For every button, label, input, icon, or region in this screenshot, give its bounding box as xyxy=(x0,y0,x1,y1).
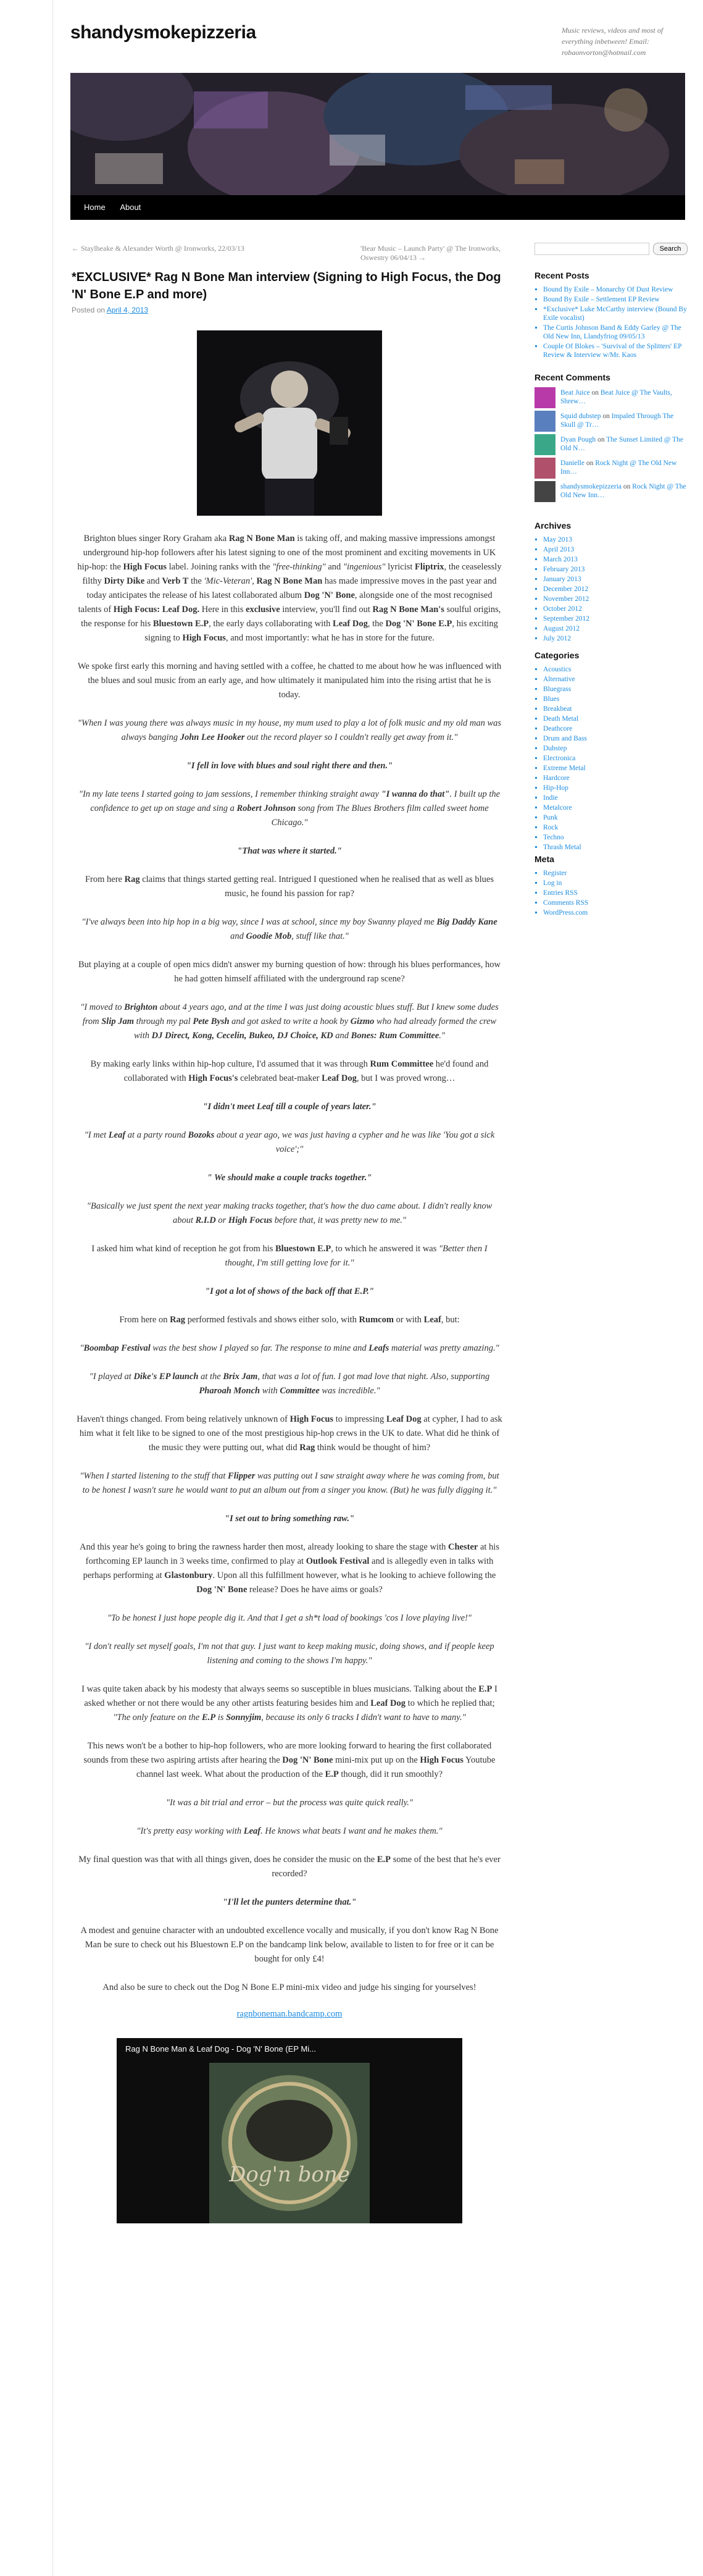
paragraph: Brighton blues singer Rory Graham aka Rag N Bone Man is taking off, and making massive impressions amongst underground hip-hop followers after his latest signing to one of the most prominent and exciting movements in UK hip-hop: the High Focus label. Joining ranks with the "free-thinking" and "ingenious" lyricist Fliptrix, the ceaselessly filthy Dirty Dike and Verb T the 'Mic-Veteran', Rag N Bone Man has made impressive moves in the past year and today anticipates the release of his latest collaborated album Dog 'N' Bone, alongside one of the most recognised talents of High Focus: Leaf Dog. Here in this exclusive interview, you'll find out Rag N Bone Man's soulful origins, the response for his Bluestown E.P, the early days collaborating with Leaf Dog, the Dog 'N' Bone E.P, his exciting signing to High Focus, and most importantly: what he has in store for the future. xyxy=(77,534,502,643)
comment-author[interactable]: Dyan Pough xyxy=(560,436,598,443)
comment-on-label: on xyxy=(602,413,612,420)
recent-comments-widget xyxy=(535,372,689,505)
category-item[interactable] xyxy=(543,843,689,852)
category-item-link[interactable]: Rock xyxy=(543,824,559,831)
interview-quote: "Basically we just spent the next year making tracks together, that's how the duo came about. I didn't really know about R.I.D or High Focus before that, it was pretty new to me." xyxy=(86,1201,493,1225)
recent-post-item[interactable] xyxy=(543,324,689,341)
interview-quote: "I didn't meet Leaf till a couple of years later." xyxy=(202,1102,376,1112)
comment-text[interactable] xyxy=(560,412,688,429)
svg-text:Dog'n bone: Dog'n bone xyxy=(229,2162,350,2187)
category-item[interactable] xyxy=(543,705,689,713)
meta-item-link[interactable]: Comments RSS xyxy=(543,899,589,907)
comment-post-link[interactable]: Beat Juice @ The Vaults, Shrew… xyxy=(560,389,672,405)
archive-item-link[interactable]: August 2012 xyxy=(543,625,580,632)
category-item-link[interactable]: Drum and Bass xyxy=(543,735,587,742)
comment-post-link[interactable]: Rock Night @ The Old New Inn… xyxy=(560,459,677,476)
recent-post-item[interactable] xyxy=(543,342,689,359)
paragraph: And this year he's going to bring the rawness harder then most, already looking to share the stage with Chester at his forthcoming EP launch in 3 weeks time, confirmed to play at Outlook Festival and is allegedly even in talks with perhaps performing at Glastonbury. Upon all this fulfillment however, what is he looking to achieve following the Dog 'N' Bone release? Does he have aims or goals? xyxy=(80,1542,499,1595)
paragraph: I asked him what kind of reception he got from his Bluestown E.P, to which he answered it was "Better then I thought, I'm still getting love for it." xyxy=(91,1244,488,1268)
archive-item[interactable] xyxy=(543,585,689,594)
comment-on-label: on xyxy=(623,483,633,490)
main-nav xyxy=(70,195,685,220)
recent-post-item-link[interactable]: Bound By Exile – Settlement EP Review xyxy=(543,296,660,303)
recent-comments-title: Recent Comments xyxy=(535,372,610,382)
recent-posts-widget xyxy=(535,271,689,361)
meta-item[interactable] xyxy=(543,869,689,878)
nav-about[interactable]: About xyxy=(120,203,141,212)
archive-item[interactable] xyxy=(543,545,689,554)
interview-quote: "I met Leaf at a party round Bozoks about a year ago, we was just having a cypher and he was like 'You got a sick voice';" xyxy=(84,1130,495,1154)
post-meta xyxy=(72,306,509,314)
meta-item[interactable] xyxy=(543,908,689,917)
category-item[interactable] xyxy=(543,695,689,703)
category-item-link[interactable]: Thrash Metal xyxy=(543,844,581,851)
archive-item-link[interactable]: November 2012 xyxy=(543,595,589,603)
recent-post-item-link[interactable]: Bound By Exile – Monarchy Of Dust Review xyxy=(543,286,673,293)
interview-quote: "I played at Dike's EP launch at the Brix Jam, that was a lot of fun. I got mad love that night. Also, supporting Pharoah Monch with Committee was incredible." xyxy=(89,1372,490,1396)
previous-post-link[interactable]: ← Staylheake & Alexander Worth @ Ironworks, 22/03/13 xyxy=(72,244,244,253)
search-button[interactable]: Search xyxy=(653,243,688,255)
commenter-avatar[interactable] xyxy=(535,434,555,455)
category-item[interactable] xyxy=(543,794,689,802)
paragraph: And also be sure to check out the Dog N Bone E.P mini-mix video and judge his singing for yourselves! xyxy=(102,1982,476,1992)
comment-on-label: on xyxy=(591,389,601,396)
paragraph: A modest and genuine character with an undoubted excellence vocally and musically, if you don't know Rag N Bone Man be sure to check out his Bluestown E.P on the bandcamp link below, available to listen to for free or it can be bought for only £4! xyxy=(80,1926,499,1964)
category-item[interactable] xyxy=(543,685,689,694)
interview-quote: "I'll let the punters determine that." xyxy=(222,1897,357,1907)
recent-post-item-link[interactable]: *Exclusive* Luke McCarthy interview (Bound By Exile vocalist) xyxy=(543,306,687,322)
category-item[interactable] xyxy=(543,665,689,674)
category-item-link[interactable]: Electronica xyxy=(543,755,576,762)
interview-quote: "When I started listening to the stuff that Flipper was putting out I saw straight away where he was coming from, but to be honest I wasn't sure he would want to put an album out from a singer you know. (But) he was fully digging it." xyxy=(80,1471,499,1495)
comment-author[interactable]: Squid dubstep xyxy=(560,413,603,420)
category-item-link[interactable]: Punk xyxy=(543,814,558,821)
interview-quote: "It was a bit trial and error – but the process was quite quick really." xyxy=(165,1798,414,1808)
bandcamp-link[interactable]: ragnboneman.bandcamp.com xyxy=(236,2009,343,2019)
recent-comment-item xyxy=(535,481,689,503)
post-body xyxy=(70,532,509,1995)
category-item-link[interactable]: Acoustics xyxy=(543,666,572,673)
commenter-avatar[interactable] xyxy=(535,481,555,502)
interview-quote: "I moved to Brighton about 4 years ago, and at the time I was just doing acoustic blues stuff. But I knew some dudes from Slip Jam through my pal Pete Bysh and got asked to write a hook by Gizmo who had already formed the crew with DJ Direct, Kong, Cecelin, Bukeo, DJ Choice, KD and Bones: Rum Committee." xyxy=(80,1002,499,1041)
comment-post-link[interactable]: Impaled Through The Skull @ Tr… xyxy=(560,413,674,429)
paragraph: From here Rag claims that things started getting real. Intrigued I questioned when he realised that as well as blues music, he found his passion for rap? xyxy=(85,875,494,899)
recent-comment-item xyxy=(535,411,689,433)
search-input[interactable] xyxy=(535,243,649,255)
interview-quote: "To be honest I just hope people dig it. And that I get a sh*t load of bookings 'cos I love playing live!" xyxy=(107,1613,472,1623)
interview-quote: "When I was young there was always music in my house, my mum used to play a lot of folk music and my old man was always banging John Lee Hooker out the record player so I couldn't really get away from it." xyxy=(77,718,502,742)
category-item-link[interactable]: Techno xyxy=(543,834,564,841)
interview-quote: "I got a lot of shows of the back off that E.P." xyxy=(205,1286,374,1296)
category-item[interactable] xyxy=(543,715,689,723)
recent-posts-title: Recent Posts xyxy=(535,271,589,280)
category-item-link[interactable]: Alternative xyxy=(543,676,575,683)
interview-quote: "That was where it started." xyxy=(237,846,342,856)
paragraph: By making early links within hip-hop culture, I'd assumed that it was through Rum Committee he'd found and collaborated with High Focus's celebrated beat-maker Leaf Dog, but I was proved wrong… xyxy=(90,1059,489,1083)
category-item[interactable] xyxy=(543,833,689,842)
category-item[interactable] xyxy=(543,764,689,773)
interview-quote: "In my late teens I started going to jam sessions, I remember thinking straight away "I wanna do that". I built up the confidence to get up on stage and sing a Robert Johnson song from The Blues Brothers film called sweet home Chicago." xyxy=(78,789,501,828)
category-item-link[interactable]: Hip-Hop xyxy=(543,784,568,792)
meta-title: Meta xyxy=(535,854,554,864)
interview-quote: "It's pretty easy working with Leaf. He knows what beats I want and he makes them." xyxy=(136,1826,443,1836)
category-item-link[interactable]: Hardcore xyxy=(543,774,570,782)
categories-widget xyxy=(535,650,689,853)
meta-widget xyxy=(535,854,689,918)
category-item-link[interactable]: Death Metal xyxy=(543,715,579,723)
categories-title: Categories xyxy=(535,650,580,660)
interview-quote: "I don't really set myself goals, I'm not that guy. I just want to keep making music, doing shows, and if people keep listening and coming to the shows I'm happy." xyxy=(85,1642,494,1666)
comment-on-label: on xyxy=(597,436,607,443)
post-photo xyxy=(197,330,382,516)
video-title[interactable]: Rag N Bone Man & Leaf Dog - Dog 'N' Bone (EP Mi... xyxy=(125,2044,316,2054)
interview-quote: "I've always been into hip hop in a big way, since I was at school, since my boy Swanny played me Big Daddy Kane and Goodie Mob, stuff like that." xyxy=(81,917,497,941)
post-title: *EXCLUSIVE* Rag N Bone Man interview (Signing to High Focus, the Dog 'N' Bone E.P and more) xyxy=(72,271,501,301)
recent-comment-item xyxy=(535,458,689,480)
archive-item[interactable] xyxy=(543,605,689,613)
category-item-link[interactable]: Breakbeat xyxy=(543,705,572,713)
archive-item[interactable] xyxy=(543,615,689,623)
category-item[interactable] xyxy=(543,724,689,733)
meta-item-link[interactable]: Register xyxy=(543,870,567,877)
interview-quote: "Boombap Festival was the best show I played so far. The response to mine and Leafs material was pretty amazing." xyxy=(80,1343,499,1353)
comment-author[interactable]: Beat Juice xyxy=(560,389,592,396)
comment-author[interactable]: shandysmokepizzeria xyxy=(560,483,623,490)
archive-item-link[interactable]: May 2013 xyxy=(543,536,572,543)
archive-item[interactable] xyxy=(543,535,689,544)
category-item[interactable] xyxy=(543,784,689,792)
page xyxy=(52,0,703,2576)
commenter-avatar[interactable] xyxy=(535,387,555,408)
search-form xyxy=(535,243,689,256)
meta-item[interactable] xyxy=(543,879,689,887)
site-title[interactable]: shandysmokepizzeria xyxy=(70,22,256,43)
post-date[interactable]: April 4, 2013 xyxy=(106,306,149,314)
category-item-link[interactable]: Dubstep xyxy=(543,745,567,752)
archive-item-link[interactable]: April 2013 xyxy=(543,546,575,553)
comment-post-link[interactable]: Rock Night @ The Old New Inn… xyxy=(560,483,686,499)
category-item-link[interactable]: Metalcore xyxy=(543,804,572,812)
paragraph: But playing at a couple of open mics didn't answer my burning question of how: through his blues performances, how he had gotten himself affiliated with the underground rap scene? xyxy=(78,960,501,984)
meta-item[interactable] xyxy=(543,899,689,907)
comment-author[interactable]: Danielle xyxy=(560,459,586,467)
archive-item-link[interactable]: January 2013 xyxy=(543,576,581,583)
paragraph: I was quite taken aback by his modesty that always seems so susceptible in blues musicians. Talking about the E.P I asked whether or not there would be any other artists featuring besides him and Leaf Dog to which he replied that; "The only feature on the E.P is Sonnyjim, because its only 6 tracks I didn't want to have to many." xyxy=(81,1684,497,1722)
category-item[interactable] xyxy=(543,813,689,822)
archive-item-link[interactable]: March 2013 xyxy=(543,556,578,563)
interview-quote: "I fell in love with blues and soul right there and then." xyxy=(186,761,393,771)
category-item[interactable] xyxy=(543,774,689,782)
recent-post-item-link[interactable]: Couple Of Blokes – 'Survival of the Splitters' EP Review & Interview w/Mr. Kaos xyxy=(543,343,682,359)
category-item-link[interactable]: Bluegrass xyxy=(543,686,572,693)
category-item[interactable] xyxy=(543,823,689,832)
category-item-link[interactable]: Blues xyxy=(543,695,560,703)
meta-item[interactable] xyxy=(543,889,689,897)
paragraph: This news won't be a bother to hip-hop followers, who are more looking forward to hearing the first collaborated sounds from these two aspiring artists after hearing the Dog 'N' Bone mini-mix put up on the High Focus Youtube channel last week. What about the production of the E.P though, did it run smoothly? xyxy=(83,1741,496,1779)
post-navigation xyxy=(70,243,509,264)
category-item[interactable] xyxy=(543,734,689,743)
interview-quote: " We should make a couple tracks together." xyxy=(207,1173,372,1183)
comment-on-label: on xyxy=(586,459,596,467)
archive-item-link[interactable]: October 2012 xyxy=(543,605,582,613)
category-item[interactable] xyxy=(543,675,689,684)
category-item-link[interactable]: Extreme Metal xyxy=(543,765,586,772)
meta-item-link[interactable]: Entries RSS xyxy=(543,889,578,897)
archive-item-link[interactable]: February 2013 xyxy=(543,566,585,573)
commenter-avatar[interactable] xyxy=(535,411,555,432)
comment-text[interactable] xyxy=(560,435,688,453)
recent-comment-item xyxy=(535,434,689,456)
meta-item-link[interactable]: Log in xyxy=(543,879,562,887)
recent-post-item-link[interactable]: The Curtis Johnson Band & Eddy Garley @ The Old New Inn, Llandyfriog 09/05/13 xyxy=(543,324,681,340)
comment-post-link[interactable]: The Sunset Limited @ The Old N… xyxy=(560,436,683,452)
paragraph: My final question was that with all things given, does he consider the music on the E.P some of the best that he's ever recorded? xyxy=(78,1855,501,1879)
embedded-video[interactable] xyxy=(117,2038,462,2223)
archive-item[interactable] xyxy=(543,565,689,574)
archives-widget xyxy=(535,521,689,644)
archive-item[interactable] xyxy=(543,555,689,564)
archives-title: Archives xyxy=(535,521,572,531)
paragraph: From here on Rag performed festivals and shows either solo, with Rumcom or with Leaf, but: xyxy=(119,1315,460,1325)
meta-item-link[interactable]: WordPress.com xyxy=(543,909,588,917)
archive-item[interactable] xyxy=(543,624,689,633)
archive-item-link[interactable]: September 2012 xyxy=(543,615,590,623)
category-item-link[interactable]: Indie xyxy=(543,794,558,802)
next-post-link[interactable]: 'Bear Music – Launch Party' @ The Ironworks, Oswestry 06/04/13 → xyxy=(360,244,501,262)
comment-text[interactable] xyxy=(560,388,688,406)
category-item-link[interactable]: Deathcore xyxy=(543,725,573,732)
recent-post-item[interactable] xyxy=(543,295,689,304)
comment-text[interactable] xyxy=(560,459,688,476)
archive-item-link[interactable]: July 2012 xyxy=(543,635,572,642)
site-description: Music reviews, videos and most of everything inbetween! Email: robaonvorton@hotmail.com xyxy=(562,26,663,57)
posted-on-label: Posted on xyxy=(72,306,106,314)
content xyxy=(70,243,509,2223)
recent-post-item[interactable] xyxy=(543,305,689,322)
header-image xyxy=(70,73,685,195)
paragraph: Haven't things changed. From being relatively unknown of High Focus to impressing Leaf Dog at cypher, I had to ask him what it felt like to be signed to one of the most prestigious hip-hop crews in the UK to date. What did he think of the music they were putting out, what did Rag think would be thought of him? xyxy=(77,1414,502,1453)
archive-item[interactable] xyxy=(543,634,689,643)
category-item[interactable] xyxy=(543,803,689,812)
category-item[interactable] xyxy=(543,754,689,763)
archive-item[interactable] xyxy=(543,595,689,603)
archive-item[interactable] xyxy=(543,575,689,584)
recent-comment-item xyxy=(535,387,689,409)
paragraph: We spoke first early this morning and having settled with a coffee, he chatted to me about how he was influenced with the blues and soul music from an early age, and how ultimately it manipulated him into the rising artist that he is today. xyxy=(77,661,502,700)
archive-item-link[interactable]: December 2012 xyxy=(543,585,589,593)
category-item[interactable] xyxy=(543,744,689,753)
recent-post-item[interactable] xyxy=(543,285,689,294)
interview-quote: "I set out to bring something raw." xyxy=(224,1514,355,1524)
nav-home[interactable]: Home xyxy=(84,203,106,212)
commenter-avatar[interactable] xyxy=(535,458,555,479)
comment-text[interactable] xyxy=(560,482,688,500)
